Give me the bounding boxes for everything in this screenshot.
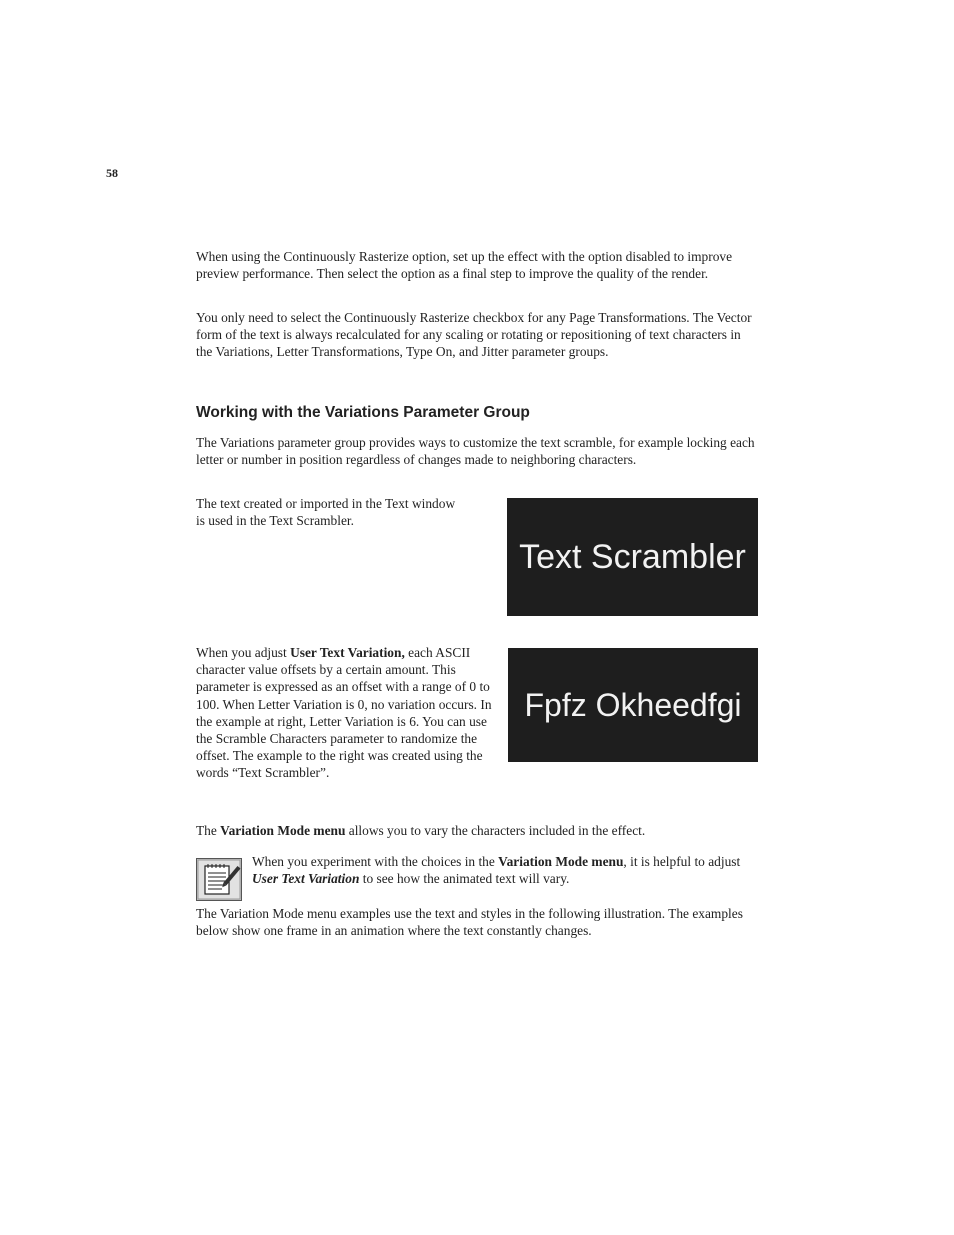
notepad-pencil-icon [196, 858, 242, 901]
note-post: to see how the animated text will vary. [359, 871, 570, 887]
col2-post: each ASCII character value offsets by a certain amount. This parameter is expressed as an offset with a range of 0 to 100. When Letter Variation is 0, no variation occurs. In the example at right, Letter Variation is 6. You can use the Scramble Characters parameter to randomize the offset. The example to the right was created using the words “Text Scrambler”. [196, 645, 492, 781]
paragraph-variations-intro: The Variations parameter group provides ways to customize the text scramble, for example locking each letter or number in position regardless of changes made to neighboring characters. [196, 435, 755, 468]
note-pre: When you experiment with the choices in the [252, 854, 499, 869]
example-text-original: Text Scrambler [519, 537, 746, 576]
paragraph-rasterize-tip: When using the Continuously Rasterize option, set up the effect with the option disabled to improve preview performance. Then select the option as a final step to improve the quality of the render. [196, 249, 733, 282]
note-bold-italic [252, 871, 359, 886]
note-text [252, 853, 760, 887]
note-bold: Variation Mode menu [498, 854, 624, 869]
paragraph-text-window: The text created or imported in the Text window is used in the Text Scrambler. [196, 496, 456, 529]
section-heading: Working with the Variations Parameter Group [196, 404, 530, 421]
scrambled-text-example-image [508, 648, 758, 762]
paragraph-variation-examples: The Variation Mode menu examples use the text and styles in the following illustration. The examples below show one frame in an animation where the text constantly changes. [196, 906, 743, 939]
paragraph-page-transformations: You only need to select the Continuously Rasterize checkbox for any Page Transformations. The Vector form of the text is always recalculated for any scaling or rotating or repositioning of text characters in the Variations, Letter Transformations, Type On, and Jitter parameter groups. [196, 310, 752, 360]
note-italic: User Text Variation [252, 871, 360, 887]
page-number: 58 [106, 166, 118, 180]
example-text-scrambled: Fpfz Okheedfgi [524, 686, 742, 723]
note-mid: , it is helpful to adjust [623, 854, 741, 869]
paragraph-user-text-variation [196, 644, 492, 782]
text-scrambler-example-image [507, 498, 758, 616]
p4-pre: The [196, 823, 221, 838]
p4-bold: Variation Mode menu [220, 823, 346, 838]
p4-post: allows you to vary the characters included in the effect. [345, 823, 646, 838]
col2-bold: User Text Variation, [290, 645, 405, 660]
col2-pre: When you adjust [196, 645, 291, 660]
paragraph-variation-mode [196, 822, 760, 839]
